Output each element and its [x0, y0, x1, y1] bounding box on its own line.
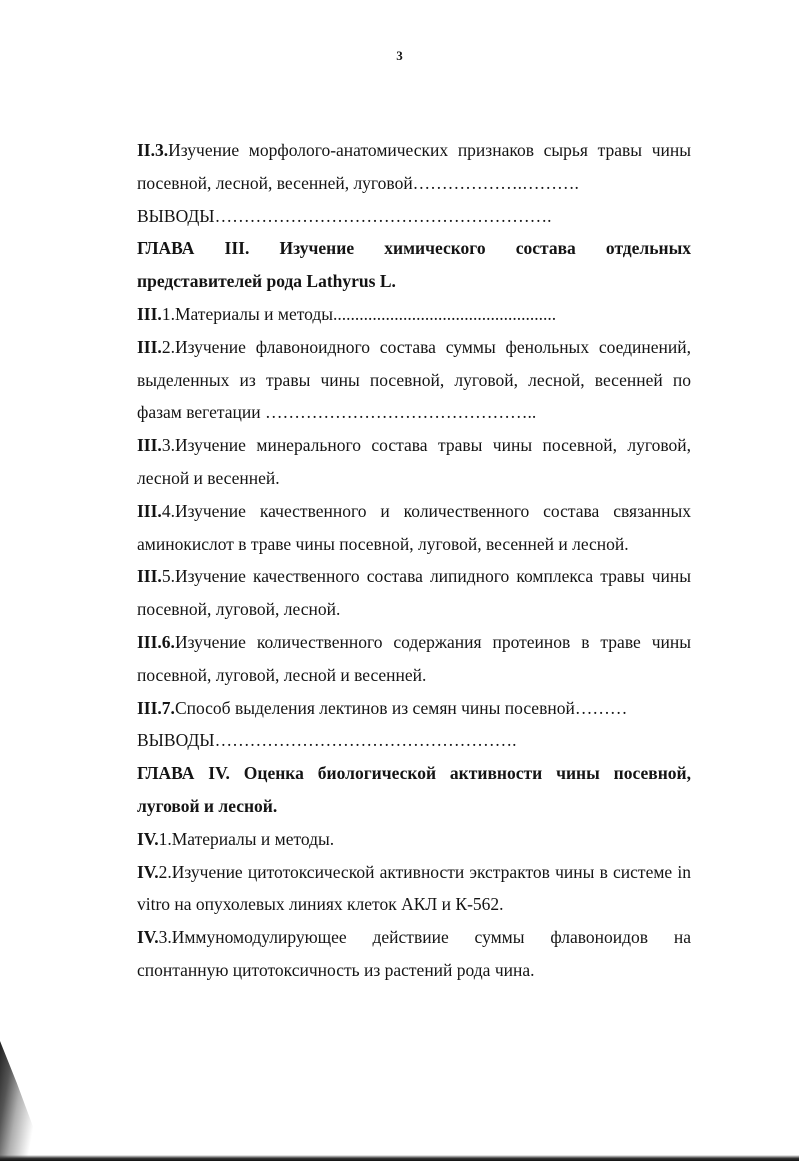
entry-text: ВЫВОДЫ…………………………………………………. — [137, 205, 552, 226]
chapter-heading-text: ГЛАВА III. Изучение химического состава отдельных представителей рода Lathyrus L. — [137, 238, 691, 292]
entry-text: 4.Изучение качественного и количественного состава связанных аминокислот в траве чины посевной, луговой, весенней и лесной. — [137, 500, 691, 554]
toc-entry-2-3 — [137, 134, 691, 200]
entry-text: 1.Материалы и методы. — [158, 828, 335, 849]
toc-entry-3-2 — [137, 331, 691, 429]
entry-text: Способ выделения лектинов из семян чины посевной……… — [174, 697, 628, 718]
scan-shadow-left — [0, 1041, 60, 1161]
toc-conclusions-chapter-3 — [137, 724, 691, 757]
entry-text: Изучение количественного содержания протеинов в траве чины посевной, луговой, лесной и весенней. — [137, 631, 691, 685]
page-number: 3 — [396, 48, 403, 63]
toc-entry-3-1 — [137, 298, 691, 331]
toc-entry-4-1 — [137, 823, 691, 856]
section-number: IV. — [137, 927, 159, 948]
toc-chapter-4-heading — [137, 757, 691, 823]
entry-text: 3.Иммуномодулирующее действиие суммы флавоноидов на спонтанную цитотоксичность из растений рода чина. — [137, 927, 691, 980]
section-number: III. — [137, 303, 162, 324]
entry-text: 5.Изучение качественного состава липидного комплекса травы чины посевной, луговой, лесной. — [137, 566, 691, 620]
scan-shadow-bottom — [0, 1155, 799, 1161]
toc-entry-3-7 — [137, 692, 691, 725]
section-number: III.6. — [137, 631, 175, 652]
section-number: II.3. — [137, 140, 169, 160]
entry-text: ВЫВОДЫ……………………………………………. — [137, 730, 517, 751]
entry-text: Изучение морфолого-анатомических признаков сырья травы чины посевной, лесной, весенней, луговой……………….………. — [137, 140, 691, 193]
toc-entry-4-2 — [137, 856, 691, 922]
section-number: IV. — [137, 828, 159, 849]
section-number: III. — [137, 500, 162, 521]
entry-text: 1.Материалы и методы................................................... — [161, 303, 557, 324]
toc-entry-3-6 — [137, 626, 691, 692]
section-number: III. — [137, 336, 162, 357]
toc-conclusions-chapter-2 — [137, 200, 691, 233]
toc-entry-3-4 — [137, 495, 691, 561]
entry-text: 2.Изучение флавоноидного состава суммы фенольных соединений, выделенных из травы чины посевной, луговой, лесной, весенней по фазам вегетации ……………………………………….. — [137, 336, 691, 423]
toc-entry-3-3 — [137, 429, 691, 495]
section-number: III.7. — [137, 697, 175, 718]
section-number: III. — [137, 566, 162, 587]
section-number: IV. — [137, 861, 159, 882]
entry-text: 3.Изучение минерального состава травы чины посевной, луговой, лесной и весенней. — [137, 435, 691, 488]
section-number: III. — [137, 435, 162, 456]
toc-entry-3-5 — [137, 560, 691, 626]
toc-chapter-3-heading — [137, 232, 691, 298]
chapter-heading-text: ГЛАВА IV. Оценка биологической активности чины посевной, луговой и лесной. — [137, 763, 691, 816]
toc-entry-4-3 — [137, 921, 691, 987]
table-of-contents — [137, 134, 691, 987]
entry-text: 2.Изучение цитотоксической активности экстрактов чины в системе in vitro на опухолевых линиях клеток АКЛ и К-562. — [137, 861, 691, 915]
